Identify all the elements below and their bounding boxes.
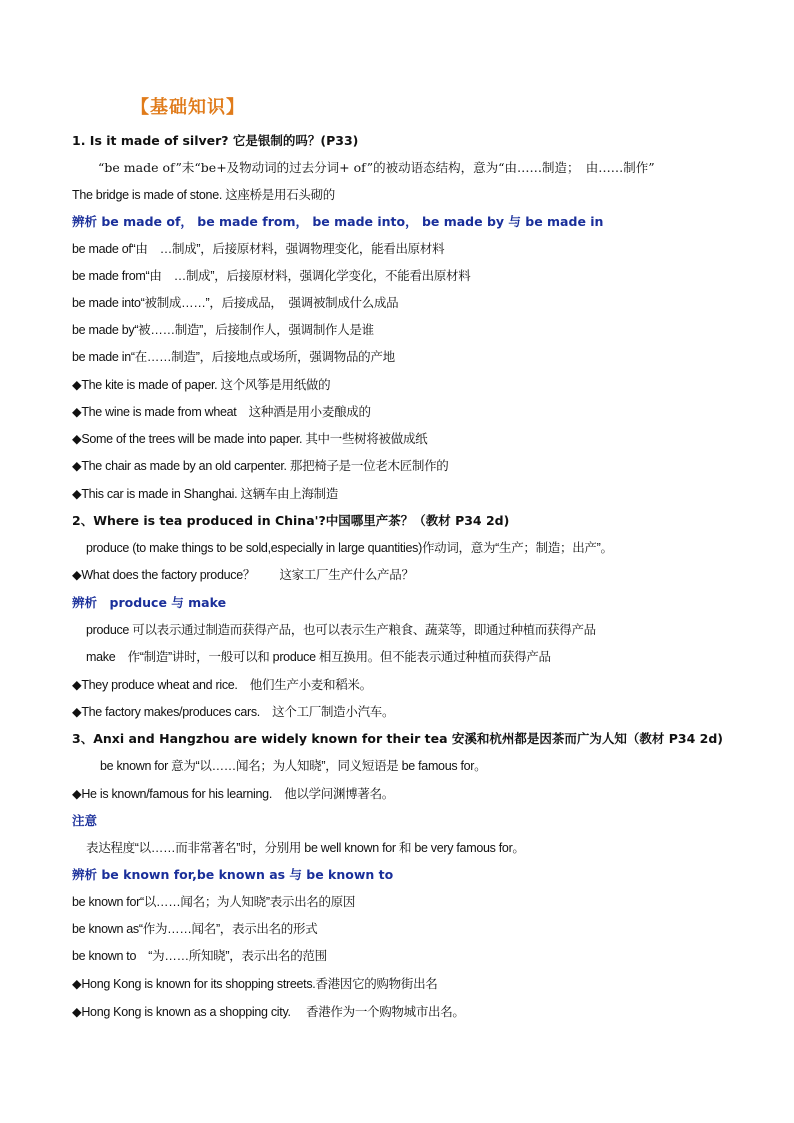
text-line: 辨析 produce 与 make (72, 595, 227, 610)
text-line: 辨析 be made of， be made from， be made into， be made by 与 be made in (72, 214, 604, 229)
text-line: ◆This car is made in Shanghai. 这辆车由上海制造 (72, 487, 339, 501)
text-line: ◆They produce wheat and rice. 他们生产小麦和稻米。 (72, 678, 372, 692)
text-line: ◆Hong Kong is known as a shopping city. 香港作为一个购物城市出名。 (72, 1005, 465, 1019)
text-line: 2、Where is tea produced in China'?中国哪里产茶？（教材 P34 2d) (72, 513, 510, 528)
text-line: The bridge is made of stone. 这座桥是用石头砌的 (72, 188, 335, 202)
text-line: be made by“被……制造”，后接制作人，强调制作人是谁 (72, 323, 374, 337)
text-line: ◆The factory makes/produces cars. 这个工厂制造小汽车。 (72, 705, 395, 719)
text-line: be known to “为……所知晓”，表示出名的范围 (72, 949, 327, 963)
text-line: ◆Hong Kong is known for its shopping streets.香港因它的购物街出名 (72, 977, 438, 991)
text-line: be made into“被制成……”，后接成品， 强调被制成什么成品 (72, 296, 399, 310)
text-line: produce 可以表示通过制造而获得产品，也可以表示生产粮食、蔬菜等，即通过种植而获得产品 (86, 623, 596, 637)
section-title: 【基础知识】 (131, 97, 245, 118)
text-line: ◆What does the factory produce？ 这家工厂生产什么产品？ (72, 568, 414, 582)
text-line: make 作“制造”讲时，一般可以和 produce 相互换用。但不能表示通过种植而获得产品 (86, 650, 551, 664)
text-line: 3、Anxi and Hangzhou are widely known for their tea 安溪和杭州都是因茶而广为人知（教材 P34 2d) (72, 731, 723, 746)
text-line: be made of“由 …制成”，后接原材料，强调物理变化，能看出原材料 (72, 242, 445, 256)
text-line: 注意 (72, 813, 98, 828)
text-line: 辨析 be known for,be known as 与 be known to (72, 867, 394, 882)
text-line: ◆The chair as made by an old carpenter. 那把椅子是一位老木匠制作的 (72, 459, 449, 473)
text-line: ◆Some of the trees will be made into paper. 其中一些树将被做成纸 (72, 432, 428, 446)
text-line: be known as“作为……闻名”，表示出名的形式 (72, 922, 318, 936)
text-line: be made from“由 …制成”，后接原材料，强调化学变化，不能看出原材料 (72, 269, 471, 283)
text-line: 1. Is it made of silver? 它是银制的吗？(P33) (72, 133, 359, 148)
text-line: be known for“以……闻名；为人知晓”表示出名的原因 (72, 895, 356, 909)
text-line: ◆He is known/famous for his learning. 他以学问渊博著名。 (72, 787, 394, 801)
text-line: ◆The kite is made of paper. 这个风筝是用纸做的 (72, 378, 331, 392)
text-line: be made in“在……制造”，后接地点或场所，强调物品的产地 (72, 350, 395, 364)
text-line: produce (to make things to be sold,especially in large quantities)作动词，意为“生产；制造；出产”。 (86, 541, 613, 555)
text-line: be known for 意为“以……闻名；为人知晓”，同义短语是 be famous for。 (100, 759, 487, 773)
text-line: ◆The wine is made from wheat 这种酒是用小麦酿成的 (72, 405, 371, 419)
text-line: 表达程度“以……而非常著名”时，分别用 be well known for 和 be very famous for。 (86, 841, 525, 855)
text-line: “be made of”未“be+及物动词的过去分词+ of”的被动语态结构，意为“由……制造； 由……制作” (98, 160, 655, 175)
